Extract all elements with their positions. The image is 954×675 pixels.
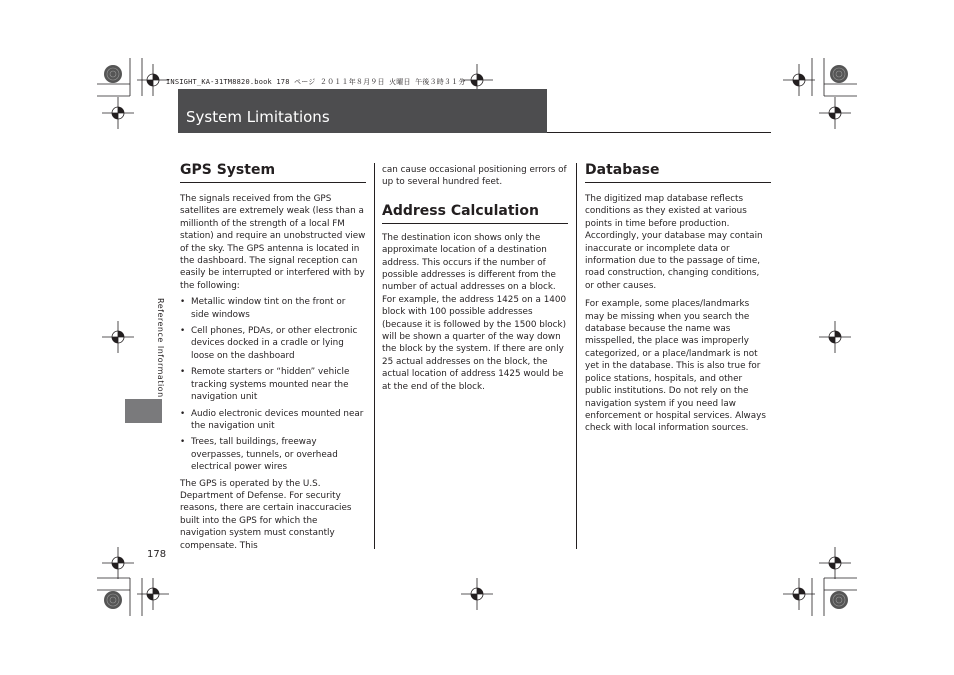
column-divider-2 xyxy=(576,163,577,549)
list-item: • Metallic window tint on the front or side windows xyxy=(180,297,346,320)
database-heading: Database xyxy=(585,162,660,178)
print-info: INSIGHT_KA-31TM8820.book 178 ページ ２０１１年８月９日 火曜日 午後３時３１分 xyxy=(166,78,466,86)
gps-continued: can cause occasional positioning errors of up to several hundred feet. xyxy=(382,165,567,188)
address-heading: Address Calculation xyxy=(382,202,539,219)
address-body: The destination icon shows only the approximate location of a destination address. This occurs if the number of possible addresses is different from the number of actual addresses on a block. For example, the address 1425 on a 1400 block with 100 possible addresses (because it is followed by the 1500 block) will be shown a quarter of the way down the block by the system. If there are only 25 actual addresses on the block, the actual location of address 1425 would be at the end of the block. xyxy=(382,232,567,392)
address-heading-rule xyxy=(382,223,568,224)
list-item: • Remote starters or “hidden” vehicle tracking systems mounted near the navigation unit xyxy=(180,367,350,403)
gps-heading-rule xyxy=(180,182,366,183)
gps-section xyxy=(180,162,366,552)
database-para-2: For example, some places/landmarks may be missing when you search the database because the name was misspelled, the place was improperly categorized, or a place/landmark is not yet in the database. This is also true for police stations, hospitals, and other public institutions. Do not rely on the navigation system if you need law enforcement or hospital services. Always check with local information sources. xyxy=(585,299,766,434)
gps-heading: GPS System xyxy=(180,162,276,178)
list-item: • Audio electronic devices mounted near the navigation unit xyxy=(180,408,364,431)
side-tab-marker xyxy=(125,399,162,423)
title-rule xyxy=(547,132,771,133)
side-tab-label: Reference Information xyxy=(156,298,165,398)
database-heading-rule xyxy=(585,182,771,183)
list-item: • Trees, tall buildings, freeway overpasses, tunnels, or overhead electrical power wires xyxy=(180,437,338,473)
column-divider-1 xyxy=(374,163,375,549)
gps-interference-list xyxy=(180,296,366,473)
database-para-1: The digitized map database reflects conditions as they existed at various points in time before production. Accordingly, your database may contain inaccurate or incomplete data or information due to the passage of time, road construction, changing conditions, or other causes. xyxy=(585,194,763,291)
page-title: System Limitations xyxy=(186,108,330,126)
database-section xyxy=(585,162,771,435)
gps-outro: The GPS is operated by the U.S. Department of Defense. For security reasons, there are certain inaccuracies built into the GPS for which the navigation system must constantly compensate. This xyxy=(180,478,352,551)
gps-intro: The signals received from the GPS satellites are extremely weak (less than a millionth of the strength of a local FM station) and require an unobstructed view of the sky. The GPS antenna is located in the dashboard. The signal reception can easily be interrupted or interfered with by the following: xyxy=(180,194,366,291)
list-item: • Cell phones, PDAs, or other electronic devices docked in a cradle or lying loose on the dashboard xyxy=(180,326,358,361)
address-section xyxy=(382,164,568,393)
page-number: 178 xyxy=(147,549,167,560)
